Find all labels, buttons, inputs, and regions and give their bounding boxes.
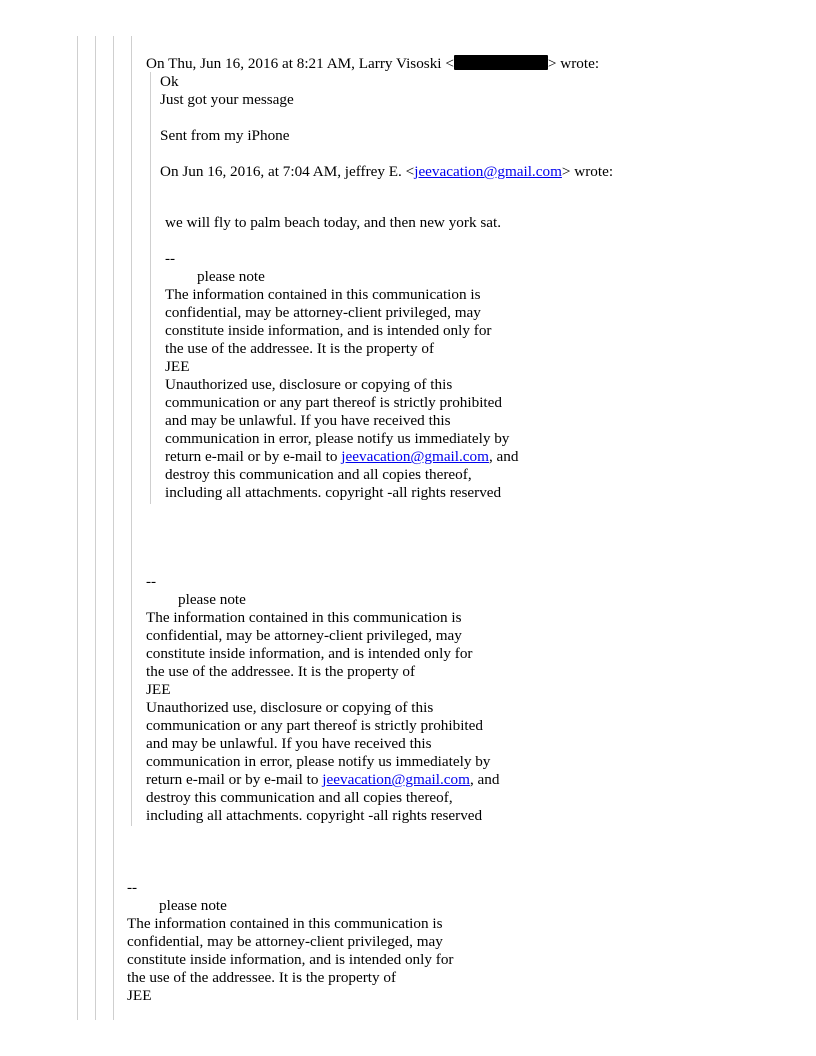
please-note: please note	[197, 268, 265, 285]
message-text: we will fly to palm beach today, and then new york sat.	[165, 214, 502, 231]
message-line: Just got your message	[160, 91, 294, 108]
signature-dash: --	[165, 250, 176, 267]
signature-dash: --	[146, 573, 157, 590]
disclaimer-block-3: -- please note The information contained in this communication is confidential, may be attorney-client privileged, may constitute inside information, and is intended only for the use of the addressee. It is the property of JEE	[127, 879, 454, 1004]
please-note: please note	[178, 591, 246, 608]
message-line: Ok	[160, 73, 179, 90]
quote-border-3	[113, 36, 114, 1020]
redacted-email	[454, 55, 548, 70]
iphone-signature: Sent from my iPhone	[160, 127, 290, 144]
visoski-message	[160, 73, 613, 181]
jeffrey-message-block: we will fly to palm beach today, and then new york sat. -- please note The information contained in this communication is confidential, may be attorney-client privileged, may constitute inside information, and is intended only for the use of the addressee. It is the property of JEE Unauthorized use, disclosure or copying of this communication or any part thereof is strictly prohibited and may be unlawful. If you have received this communication in error, please notify us immediately by return e-mail or by e-mail to jeevacation@gmail.com, and destroy this communication and all copies thereof, including all attachments. copyright -all rights reserved	[165, 214, 519, 501]
please-note: please note	[159, 897, 227, 914]
jeffrey-reply-header: On Jun 16, 2016, at 7:04 AM, jeffrey E. <jeevacation@gmail.com> wrote:	[160, 163, 614, 180]
quote-border-2	[95, 36, 96, 1020]
email-link[interactable]: jeevacation@gmail.com	[341, 448, 489, 465]
quote-border-4	[131, 36, 132, 826]
email-link[interactable]: jeevacation@gmail.com	[322, 771, 470, 788]
signature-dash: --	[127, 879, 138, 896]
email-link[interactable]: jeevacation@gmail.com	[414, 163, 562, 180]
disclaimer-block-2: -- please note The information contained in this communication is confidential, may be attorney-client privileged, may constitute inside information, and is intended only for the use of the addressee. It is the property of JEE Unauthorized use, disclosure or copying of this communication or any part thereof is strictly prohibited and may be unlawful. If you have received this communication in error, please notify us immediately by return e-mail or by e-mail to jeevacation@gmail.com, and destroy this communication and all copies thereof, including all attachments. copyright -all rights reserved	[146, 573, 500, 824]
quote-border-5	[150, 72, 151, 504]
quote-border-1	[77, 36, 78, 1020]
visoski-reply-header: On Thu, Jun 16, 2016 at 8:21 AM, Larry Visoski < > wrote:	[146, 55, 600, 72]
